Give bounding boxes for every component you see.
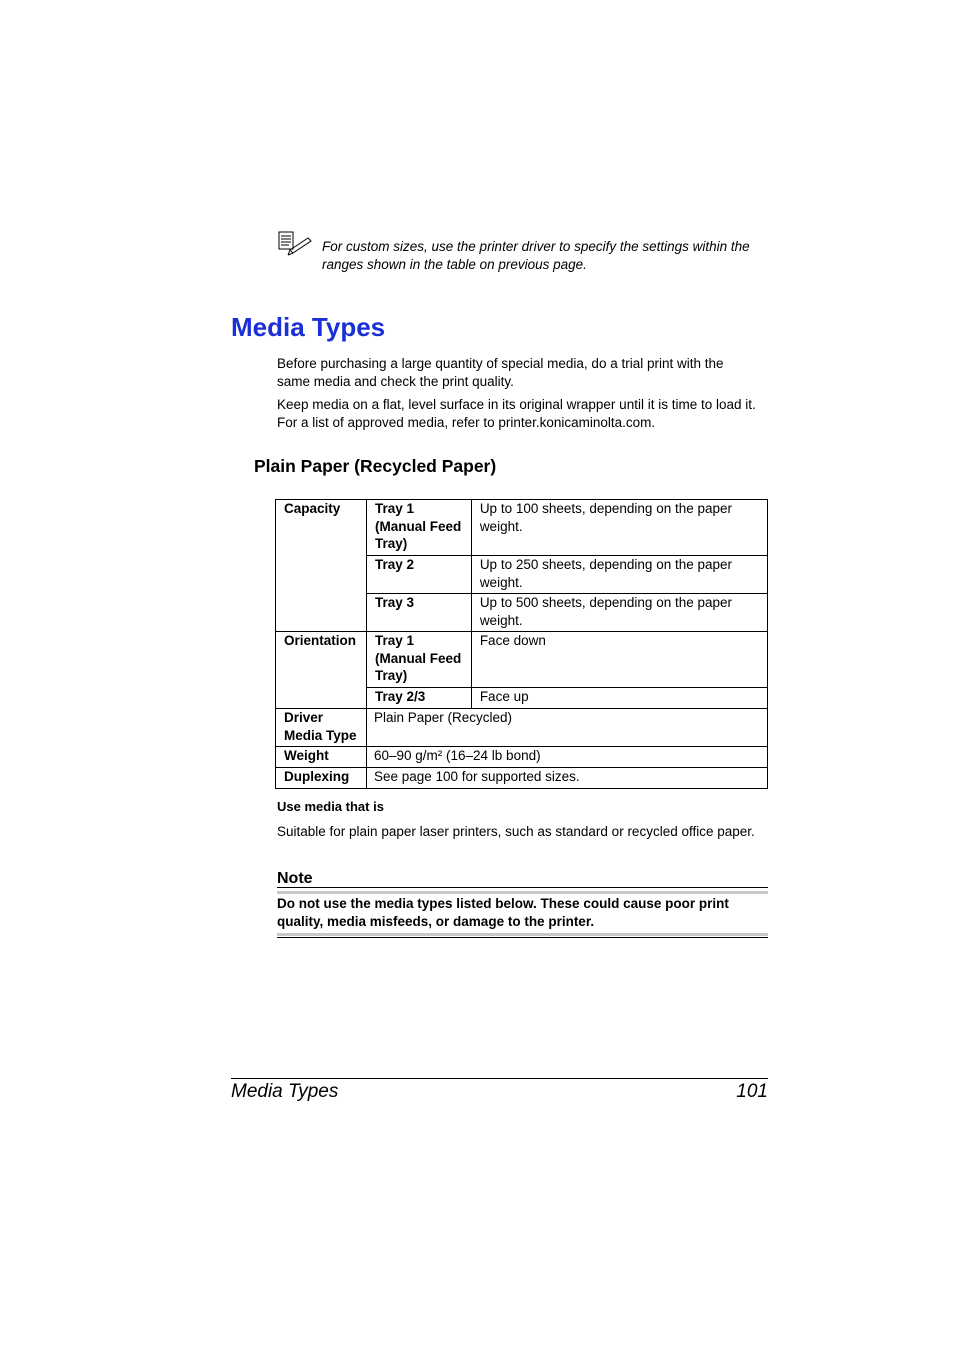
tray-cell: Tray 2 [366,556,471,594]
note-divider [277,937,768,938]
table-row [276,747,768,768]
table-row [276,709,768,747]
duplexing-value: See page 100 for supported sizes. [366,768,767,789]
storage-paragraph: Keep media on a flat, level surface in its original wrapper until it is time to load it. For a list of approved media, refer to printer.konicaminolta.com. [277,397,756,430]
value-cell: Face up [471,688,767,709]
driver-media-type-label: Driver Media Type [276,709,367,747]
orientation-label: Orientation [276,632,367,709]
note-pencil-icon [278,230,314,256]
footer-rule [231,1078,768,1079]
capacity-label: Capacity [276,500,367,632]
weight-value: 60–90 g/m² (16–24 lb bond) [366,747,767,768]
media-spec-table [275,499,768,789]
table-row [276,632,768,688]
value-cell: Face down [471,632,767,688]
weight-label: Weight [276,747,367,768]
value-cell: Up to 100 sheets, depending on the paper weight. [471,500,767,556]
tip-text: For custom sizes, use the printer driver to specify the settings within the ranges shown in the table on previous page. [322,239,750,272]
duplexing-label: Duplexing [276,768,367,789]
use-media-text: Suitable for plain paper laser printers, such as standard or recycled office paper. [277,824,755,839]
value-cell: Up to 500 sheets, depending on the paper weight. [471,594,767,632]
tray-cell: Tray 3 [366,594,471,632]
note-divider [277,891,768,894]
note-title: Note [277,870,313,887]
note-divider [277,933,768,936]
use-media-heading: Use media that is [277,799,384,814]
table-row [276,500,768,556]
tray-cell: Tray 1 (Manual Feed Tray) [366,500,471,556]
footer-section-name: Media Types [231,1081,339,1102]
tray-cell: Tray 1 (Manual Feed Tray) [366,632,471,688]
page-title: Media Types [231,312,386,342]
intro-paragraph: Before purchasing a large quantity of special media, do a trial print with the same media and check the print quality. [277,356,724,389]
value-cell: Up to 250 sheets, depending on the paper weight. [471,556,767,594]
page-number: 101 [736,1081,768,1102]
tray-cell: Tray 2/3 [366,688,471,709]
table-row [276,768,768,789]
driver-media-type-value: Plain Paper (Recycled) [366,709,767,747]
note-text: Do not use the media types listed below. These could cause poor print quality, media misfeeds, or damage to the printer. [277,896,729,929]
note-divider [277,887,768,888]
subsection-title: Plain Paper (Recycled Paper) [254,456,497,476]
